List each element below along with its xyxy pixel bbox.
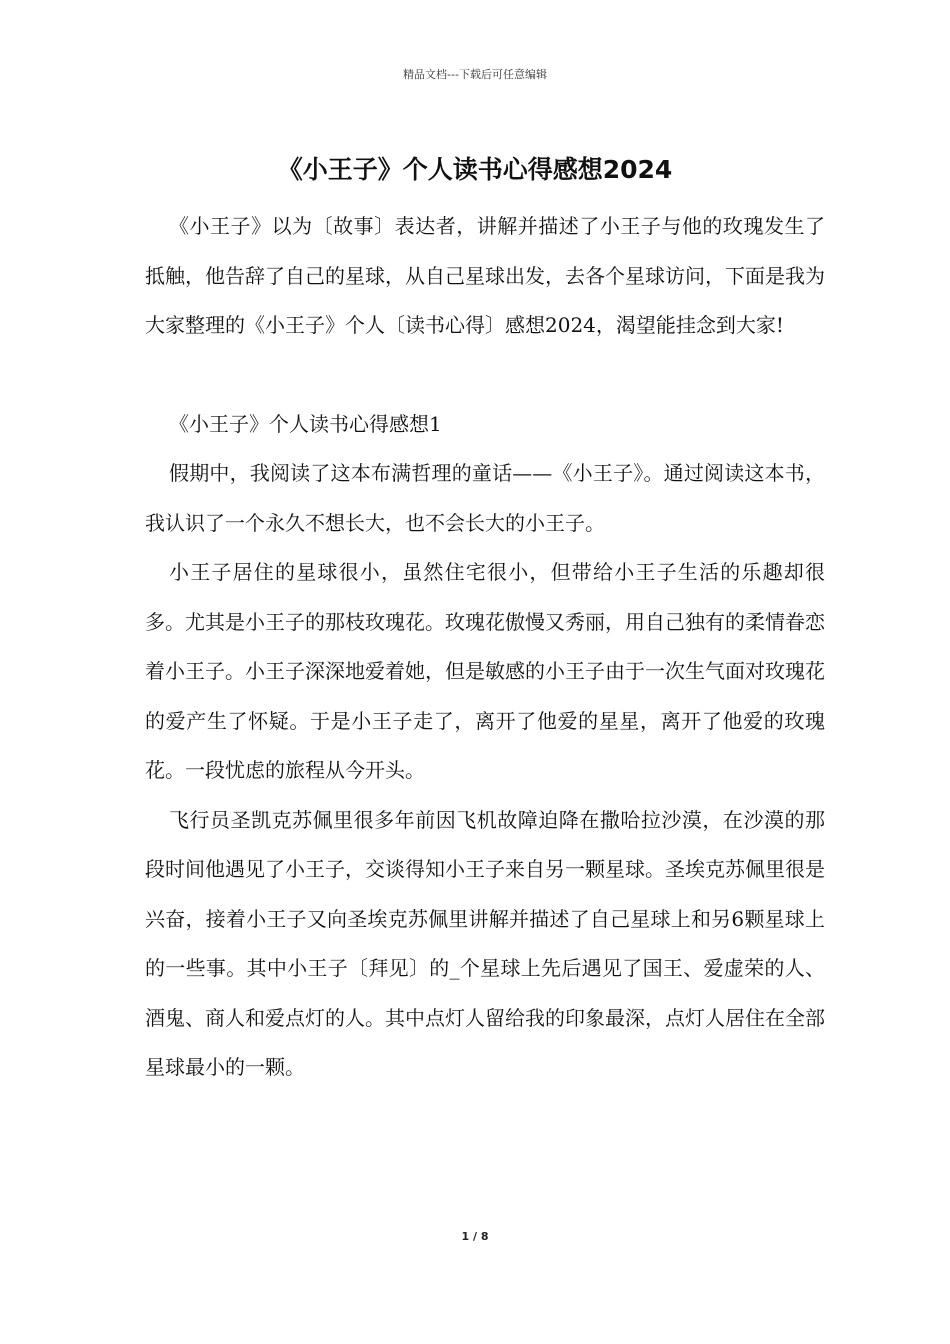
intro-paragraph: 《小王子》以为〔故事〕表达者，讲解并描述了小王子与他的玫瑰发生了抵触，他告辞了自己的星球，从自己星球出发，去各个星球访问，下面是我为大家整理的《小王子》个人〔读书心得〕感想2024，渴望能挂念到大家! xyxy=(145,214,825,337)
document-body xyxy=(145,202,825,1093)
document-title: 《小王子》个人读书心得感想2024 xyxy=(277,155,673,184)
body-paragraph-1: 假期中，我阅读了这本布满哲理的童话——《小王子》。通过阅读这本书，我认识了一个永久不想长大，也不会长大的小王子。 xyxy=(145,461,825,535)
body-paragraph-2: 小王子居住的星球很小，虽然住宅很小，但带给小王子生活的乐趣却很多。尤其是小王子的那枝玫瑰花。玫瑰花傲慢又秀丽，用自己独有的柔情眷恋着小王子。小王子深深地爱着她，但是敏感的小王子由于一次生气面对玫瑰花的爱产生了怀疑。于是小王子走了，离开了他爱的星星，离开了他爱的玫瑰花。一段忧虑的旅程从今开头。 xyxy=(145,560,825,782)
page-header: 精品文档---下载后可任意编辑 xyxy=(403,68,547,81)
body-paragraph-3: 飞行员圣凯克苏佩里很多年前因飞机故障迫降在撒哈拉沙漠，在沙漠的那段时间他遇见了小王子，交谈得知小王子来自另一颗星球。圣埃克苏佩里很是兴奋，接着小王子又向圣埃克苏佩里讲解并描述了自己星球上和另6颗星球上的一些事。其中小王子〔拜见〕的_个星球上先后遇见了国王、爱虚荣的人、酒鬼、商人和爱点灯的人。其中点灯人留给我的印象最深，点灯人居住在全部星球最小的一颗。 xyxy=(145,807,825,1079)
section-heading: 《小王子》个人读书心得感想1 xyxy=(169,411,442,436)
page-number: 1 / 8 xyxy=(461,1230,489,1243)
